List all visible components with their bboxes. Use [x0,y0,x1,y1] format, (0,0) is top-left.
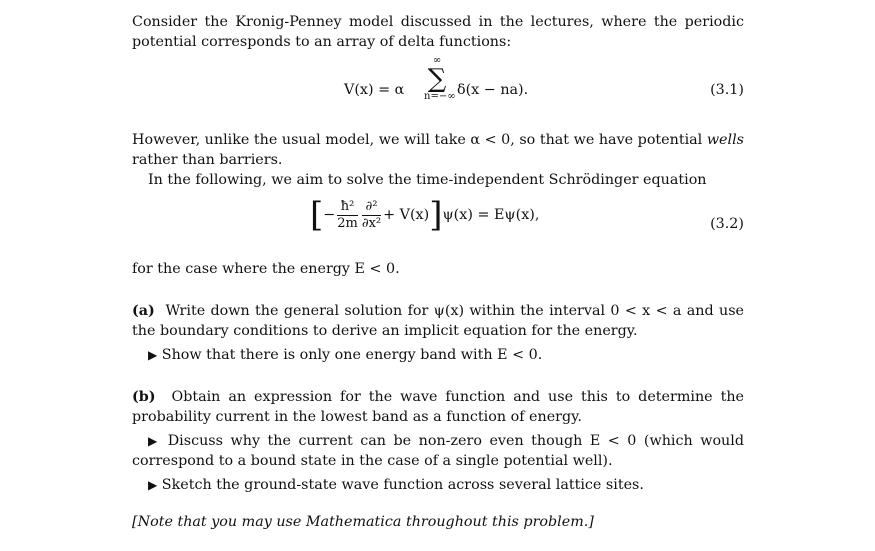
part-b-label: (b) [132,389,156,405]
part-b-bullet-2 [132,475,744,495]
part-b-paragraph [132,387,744,427]
equation-3-1 [132,54,744,114]
part-b-text: Obtain an expression for the wave function and use this to determine the probability current in the lowest band as a function of energy. [132,389,745,425]
case-text: for the case where the energy E < 0. [132,261,400,277]
intro-paragraph [132,12,744,52]
intro-text: Consider the Kronig-Penney model discussed in the lectures, where the periodic potential corresponds to an array of delta functions: [132,14,744,50]
right-bracket: ] [429,195,443,235]
part-b-bullet-1-text: Discuss why the current can be non-zero even though E < 0 (which would correspond to a bound state in the case of a single potential well). [132,433,744,469]
aim-text: In the following, we aim to solve the time-independent Schrödinger equation [148,172,707,188]
eq1-rhs: δ(x − na). [457,82,529,98]
case-paragraph [132,259,744,279]
note-paragraph [132,512,744,532]
bullet-triangle-icon: ▶ [148,434,161,448]
eq2-minus: − [323,207,336,223]
wells-text-before: However, unlike the usual model, we will take α < 0, so that we have potential [132,132,707,148]
wells-text-after: rather than barriers. [132,152,283,168]
sum-upper-limit: ∞ [432,55,442,66]
part-a-bullet-1 [132,345,744,365]
part-a-bullet-1-text: Show that there is only one energy band with E < 0. [161,347,543,363]
part-a-label: (a) [132,303,155,319]
eq1-lhs: V(x) = α [344,82,405,98]
eq2-body [310,195,540,235]
eq2-number: (3.2) [710,216,744,232]
sum-lower-limit: n=−∞ [424,91,456,102]
eq2-rhs: ψ(x) = Eψ(x), [442,207,540,223]
eq2-fraction-hbar [337,199,358,232]
frac2-denominator: ∂x² [361,215,382,231]
wells-paragraph [132,130,744,170]
eq2-potential-term: + V(x) [383,207,430,223]
summation-symbol [424,55,456,102]
part-b-bullet-1 [132,431,744,471]
note-text: [Note that you may use Mathematica throughout this problem.] [132,514,594,530]
eq1-number: (3.1) [710,82,744,98]
aim-paragraph [132,170,744,190]
part-b-bullet-2-text: Sketch the ground-state wave function across several lattice sites. [161,477,644,493]
equation-3-2 [132,196,744,256]
frac1-denominator: 2m [337,215,358,231]
left-bracket: [ [310,195,324,235]
frac1-numerator: ħ² [337,199,358,216]
frac2-numerator: ∂² [362,199,381,216]
bullet-triangle-icon: ▶ [148,348,158,362]
part-a-text: Write down the general solution for ψ(x) within the interval 0 < x < a and use the boundary conditions to derive an implicit equation for the energy. [132,303,745,339]
part-a-paragraph [132,301,744,341]
bullet-triangle-icon: ▶ [148,478,158,492]
eq2-fraction-partial [362,199,381,232]
wells-emphasis: wells [706,132,744,148]
sum-sign: ∑ [427,64,447,94]
